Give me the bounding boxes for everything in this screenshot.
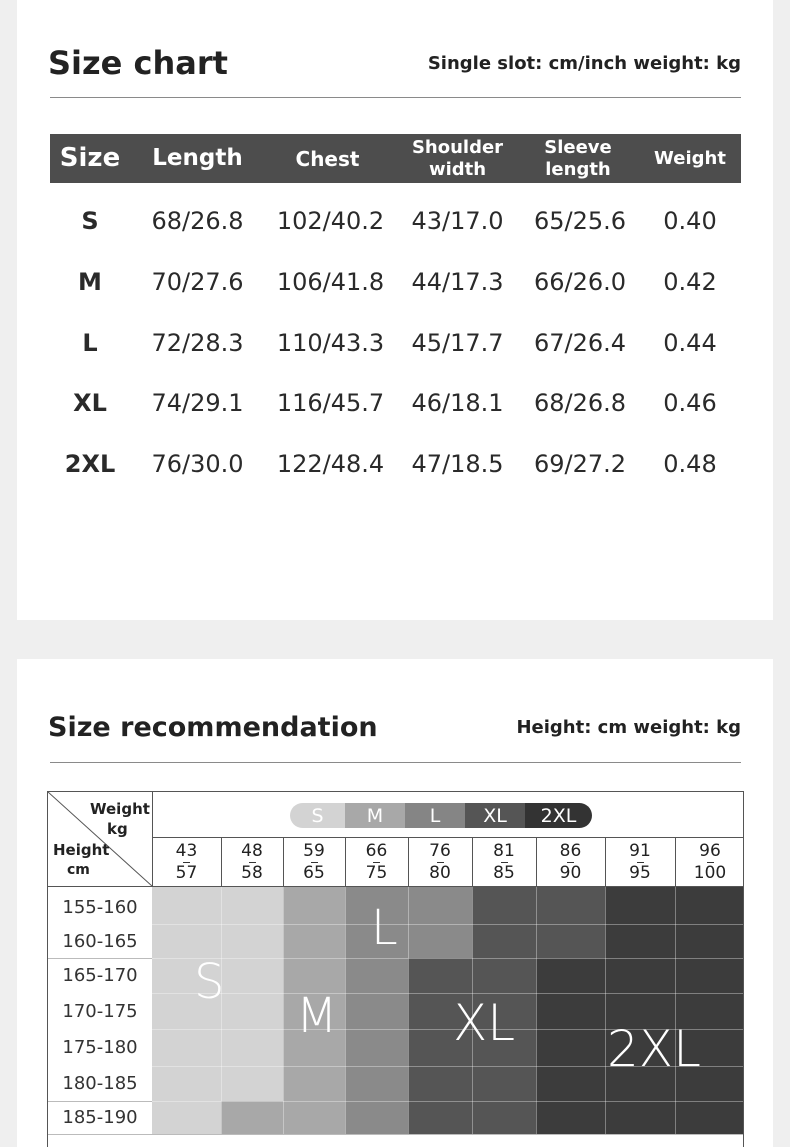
cell-separator: [152, 1101, 744, 1102]
cell-shoulder: 47/18.5: [411, 449, 504, 478]
cell-shoulder: 46/18.1: [411, 388, 504, 417]
cell-weight: 0.48: [663, 449, 717, 478]
weight-range-top: 59: [303, 840, 325, 861]
grid-line: [48, 1134, 744, 1135]
size-recommendation-title: Size recommendation: [48, 712, 378, 743]
cell-size: S: [81, 206, 99, 235]
cell-sleeve: 66/26.0: [533, 267, 627, 296]
grid-line: [48, 1101, 152, 1102]
weight-range-bottom: 57: [175, 862, 198, 883]
size-chart-title: Size chart: [48, 44, 228, 82]
weight-range-top: 81: [493, 840, 515, 861]
legend-2xl: 2XL: [525, 803, 592, 828]
legend-m: M: [345, 803, 405, 828]
cell-length: 74/29.1: [151, 388, 244, 417]
cell-weight: 0.46: [663, 388, 717, 417]
cell-weight: 0.40: [663, 206, 717, 235]
size-chart-units-note: Single slot: cm/inch weight: kg: [427, 53, 741, 74]
weight-range-bottom: 100: [693, 862, 727, 883]
weight-range: [675, 838, 744, 886]
height-range: 180-185: [62, 1073, 138, 1094]
weight-range-bottom: 65: [303, 862, 325, 883]
weight-range: [221, 838, 283, 886]
zone-label-l: L: [371, 900, 398, 956]
legend-s: S: [290, 803, 345, 828]
cell-size: L: [82, 328, 98, 357]
table-row: [50, 312, 741, 373]
grid-line: [48, 958, 152, 959]
cell-shoulder: 44/17.3: [411, 267, 504, 296]
header-length: Length: [152, 144, 243, 171]
height-range: 170-175: [62, 1000, 138, 1022]
weight-range-bottom: 80: [429, 862, 451, 883]
corner-kg-label: kg: [107, 820, 128, 838]
zone-xl: [472, 887, 605, 958]
weight-range: [408, 838, 472, 886]
table-row: [50, 190, 741, 251]
cell-size: M: [78, 267, 102, 296]
weight-range-bottom: 90: [559, 862, 582, 883]
weight-range-top: 86: [559, 840, 582, 861]
cell-length: 72/28.3: [151, 328, 244, 357]
corner-cm-label: cm: [67, 862, 90, 878]
cell-weight: 0.42: [663, 267, 717, 296]
legend-xl: XL: [465, 803, 525, 828]
weight-range-top: 96: [699, 840, 721, 861]
table-row: [50, 251, 741, 312]
divider: [50, 762, 741, 763]
header-chest: Chest: [295, 146, 360, 171]
table-row: [50, 433, 741, 494]
weight-range-top: 43: [175, 840, 198, 861]
zone-l: [345, 958, 408, 1134]
cell-sleeve: 65/25.6: [533, 206, 627, 235]
cell-chest: 116/45.7: [276, 388, 385, 417]
weight-range: [345, 838, 408, 886]
height-range: 155-160: [62, 896, 138, 918]
size-recommendation-card: [17, 659, 773, 1147]
weight-range: [283, 838, 345, 886]
cell-shoulder: 43/17.0: [411, 206, 504, 235]
cell-sleeve: 68/26.8: [533, 388, 627, 417]
legend-l: L: [405, 803, 465, 828]
weight-range-top: 76: [429, 840, 451, 861]
zone-label-m: M: [296, 988, 338, 1044]
cell-length: 68/26.8: [151, 206, 244, 235]
cell-shoulder: 45/17.7: [411, 328, 504, 357]
cell-length: 76/30.0: [151, 449, 244, 478]
cell-size: XL: [73, 388, 107, 417]
cell-chest: 106/41.8: [276, 267, 385, 296]
weight-range-bottom: 58: [241, 862, 263, 883]
zone-s: [152, 1101, 221, 1134]
cell-sleeve: 69/27.2: [533, 449, 627, 478]
size-legend: [290, 803, 592, 828]
zone-label-xl: XL: [453, 994, 516, 1052]
size-chart-header: [50, 134, 741, 183]
weight-range: [472, 838, 536, 886]
cell-length: 70/27.6: [151, 267, 244, 296]
header-size: Size: [59, 142, 121, 173]
cell-weight: 0.44: [663, 328, 717, 357]
height-range: 165-170: [62, 965, 138, 986]
corner-height-label: Height: [53, 841, 110, 859]
cell-separator: [152, 993, 744, 994]
cell-chest: 102/40.2: [276, 206, 385, 235]
size-chart-card: [17, 0, 773, 620]
cell-separator: [152, 924, 744, 925]
zone-m: [221, 1101, 283, 1134]
cell-sleeve: 67/26.4: [533, 328, 627, 357]
weight-range-top: 66: [365, 840, 388, 861]
weight-range-bottom: 85: [493, 862, 515, 883]
height-range: 175-180: [62, 1037, 138, 1058]
header-sleeve-length: Sleeve length: [544, 136, 612, 180]
weight-range: [152, 838, 221, 886]
table-row: [50, 372, 741, 433]
header-weight: Weight: [654, 147, 726, 169]
header-shoulder-width: Shoulder width: [411, 136, 504, 180]
zone-label-s: S: [194, 954, 225, 1010]
cell-size: 2XL: [64, 449, 116, 478]
weight-range-top: 48: [241, 840, 263, 861]
weight-range-bottom: 95: [629, 862, 651, 883]
height-range: 160-165: [62, 930, 138, 952]
weight-range: [605, 838, 675, 886]
cell-chest: 110/43.3: [276, 328, 385, 357]
recommendation-units-note: Height: cm weight: kg: [516, 717, 741, 738]
weight-range: [536, 838, 605, 886]
corner-weight-label: Weight: [90, 800, 150, 818]
size-recommendation-grid: [47, 791, 744, 1147]
weight-range-bottom: 75: [365, 862, 388, 883]
zone-label-2xl: 2XL: [607, 1020, 701, 1078]
cell-separator: [152, 958, 744, 959]
divider: [50, 97, 741, 98]
cell-chest: 122/48.4: [276, 449, 385, 478]
height-range: 185-190: [62, 1107, 138, 1128]
weight-range-top: 91: [629, 840, 651, 861]
